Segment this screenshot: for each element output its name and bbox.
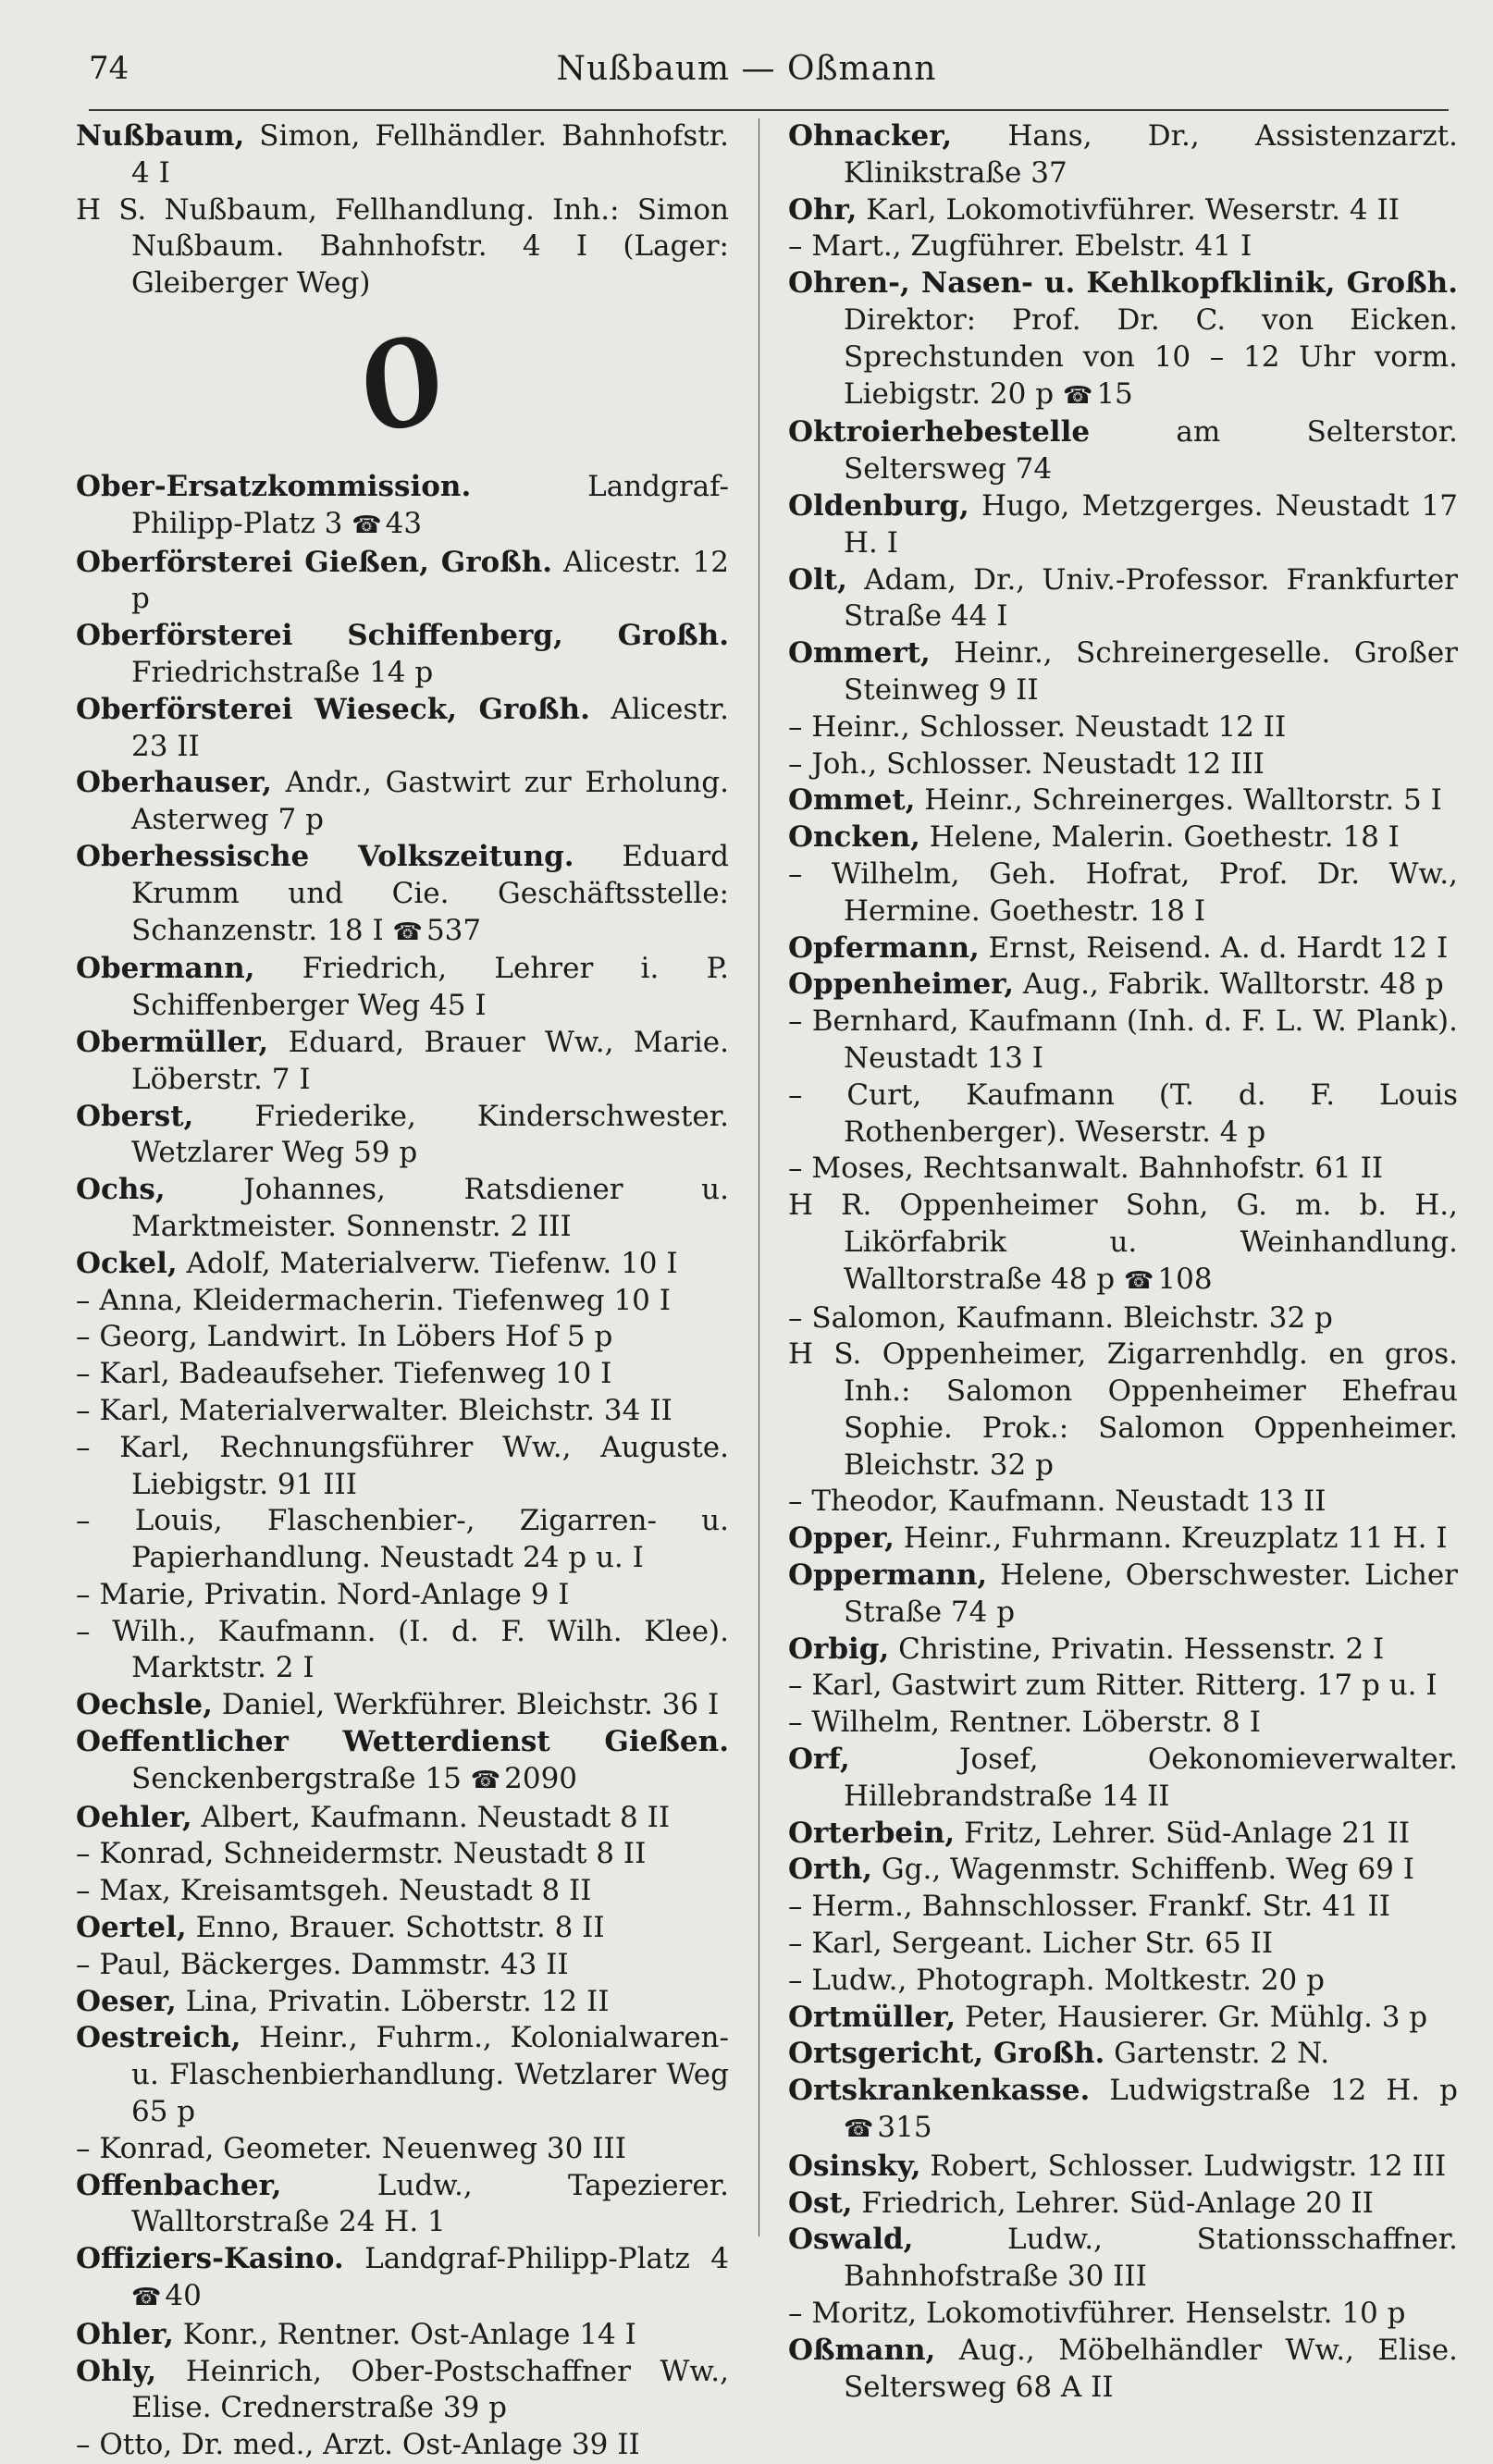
entry-details: – Curt, Kaufmann (T. d. F. Louis Rothenberger). Weserstr. 4 p	[788, 1078, 1458, 1149]
directory-entry	[788, 819, 1458, 856]
directory-entry	[76, 1687, 729, 1724]
entry-details: – Louis, Flaschenbier-, Zigarren- u. Papierhandlung. Neustadt 24 p u. I	[76, 1504, 729, 1575]
entry-name: Obermüller,	[76, 1025, 269, 1059]
entry-name: Oechsle,	[76, 1688, 213, 1722]
entry-name: Oßmann,	[788, 2333, 936, 2367]
entry-details: Daniel, Werkführer. Bleichstr. 36 I	[212, 1688, 720, 1722]
directory-entry	[788, 1816, 1458, 1853]
directory-entry	[76, 2354, 729, 2428]
entry-name: Oktroierhebestelle	[788, 415, 1091, 450]
directory-entry	[76, 1356, 729, 1393]
directory-entry	[788, 2333, 1458, 2407]
entry-details: Adolf, Materialverw. Tiefenw. 10 I	[177, 1246, 678, 1280]
entry-details: Lina, Privatin. Löberstr. 12 II	[176, 1984, 610, 2018]
directory-entry	[76, 118, 729, 192]
entry-details: – Bernhard, Kaufmann (Inh. d. F. L. W. Plank). Neustadt 13 I	[788, 1004, 1458, 1075]
entry-details: – Mart., Zugführer. Ebelstr. 41 I	[788, 229, 1252, 264]
entry-details: Adam, Dr., Univ.-Professor. Frankfurter Straße 44 I	[844, 562, 1458, 634]
entry-name: Ortmüller,	[788, 2000, 956, 2034]
directory-entry	[788, 1705, 1458, 1742]
entry-details: H R. Oppenheimer Sohn, G. m. b. H., Likörfabrik u. Weinhandlung. Walltorstraße 48 p	[788, 1189, 1458, 1296]
directory-entry	[788, 2296, 1458, 2333]
entry-details: Heinr., Schreinerges. Walltorstr. 5 I	[915, 783, 1442, 818]
directory-entry	[788, 1558, 1458, 1632]
directory-entry	[76, 1910, 729, 1947]
entry-name: Oswald,	[788, 2223, 914, 2257]
entry-details: Ernst, Reisend. A. d. Hardt 12 I	[979, 930, 1449, 965]
directory-entry	[788, 1188, 1458, 1300]
entry-details: – Karl, Materialverwalter. Bleichstr. 34 II	[76, 1393, 672, 1427]
directory-entry	[76, 765, 729, 839]
directory-entry	[788, 1484, 1458, 1521]
entry-name: Osinsky,	[788, 2149, 921, 2183]
telephone-icon: ☎	[392, 918, 421, 946]
entry-name: Opper,	[788, 1522, 895, 1556]
running-head: Nußbaum — Oßmann	[556, 50, 937, 88]
entry-name: Oberst,	[76, 1099, 194, 1133]
entry-details: am Selterstor. Seltersweg 74	[844, 415, 1458, 487]
left-column-preamble	[76, 118, 729, 302]
directory-entry	[788, 967, 1458, 1004]
entry-name: Oestreich,	[76, 2021, 241, 2055]
directory-entry	[76, 192, 729, 302]
entry-details: Christine, Privatin. Hessenstr. 2 I	[889, 1632, 1385, 1666]
entry-name: Ohly,	[76, 2354, 157, 2388]
entry-details: Ludw., Stationsschaffner. Bahnhofstraße 30 III	[844, 2223, 1458, 2294]
entry-details: Aug., Fabrik. Walltorstr. 48 p	[1014, 967, 1444, 1002]
directory-entry	[76, 1724, 729, 1800]
entry-details: – Georg, Landwirt. In Löbers Hof 5 p	[76, 1320, 613, 1354]
entry-details: – Theodor, Kaufmann. Neustadt 13 II	[788, 1485, 1326, 1519]
entry-details: – Wilhelm, Geh. Hofrat, Prof. Dr. Ww., Hermine. Goethestr. 18 I	[788, 856, 1458, 928]
entry-name: Orth,	[788, 1853, 872, 1887]
entry-name: Oldenburg,	[788, 488, 969, 523]
entry-details: – Karl, Gastwirt zum Ritter. Ritterg. 17 p u. I	[788, 1669, 1437, 1703]
entry-details: Direktor: Prof. Dr. C. von Eicken. Sprechstunden von 10 – 12 Uhr vorm. Liebigstr. 20 p	[844, 302, 1458, 411]
entry-details: Heinr., Schreinergeselle. Großer Steinweg 9 II	[844, 636, 1458, 707]
directory-entry	[788, 2186, 1458, 2223]
entry-details: H S. Oppenheimer, Zigarrenhdlg. en gros. Inh.: Salomon Oppenheimer Ehefrau Sophie. Prok.: Salomon Oppenheimer. Bleichstr. 32 p	[788, 1337, 1458, 1482]
left-column-entries	[76, 469, 729, 2464]
directory-entry	[76, 2241, 729, 2317]
directory-entry	[788, 1963, 1458, 2000]
entry-details: Eduard, Brauer Ww., Marie. Löberstr. 7 I	[131, 1025, 729, 1096]
entry-details: – Anna, Kleidermacherin. Tiefenweg 10 I	[76, 1283, 672, 1317]
directory-entry	[788, 1889, 1458, 1926]
entry-name: Oeser,	[76, 1984, 177, 2018]
entry-name: Ochs,	[76, 1173, 166, 1207]
directory-entry	[788, 746, 1458, 783]
entry-name: Ober-Ersatzkommission.	[76, 469, 472, 503]
directory-entry	[76, 839, 729, 951]
entry-details: Heinr., Fuhrm., Kolonialwaren- u. Flaschenbierhandlung. Wetzlarer Weg 65 p	[131, 2021, 729, 2129]
entry-details: Senckenbergstraße 15	[131, 1761, 471, 1795]
directory-entry	[76, 1984, 729, 2021]
section-letter: O	[355, 306, 449, 462]
entry-details: Andr., Gastwirt zur Erholung. Asterweg 7 p	[131, 766, 729, 837]
entry-name: Obermann,	[76, 952, 255, 986]
phone-number: 315	[877, 2111, 932, 2145]
directory-entry	[76, 1800, 729, 1837]
entry-name: Offenbacher,	[76, 2168, 282, 2202]
entry-details: – Moritz, Lokomotivführer. Henselstr. 10 p	[788, 2297, 1406, 2331]
entry-details: Aug., Möbelhändler Ww., Elise. Seltersweg 68 A II	[844, 2333, 1458, 2404]
directory-entry	[76, 1283, 729, 1320]
entry-details: Friedrich, Lehrer. Süd-Anlage 20 II	[852, 2186, 1374, 2220]
directory-entry	[788, 782, 1458, 819]
entry-name: Ockel,	[76, 1246, 178, 1280]
entry-details: – Moses, Rechtsanwalt. Bahnhofstr. 61 II	[788, 1152, 1384, 1186]
right-column	[788, 118, 1458, 2406]
entry-details: Albert, Kaufmann. Neustadt 8 II	[191, 1800, 671, 1834]
directory-entry	[788, 1852, 1458, 1889]
directory-entry	[76, 1836, 729, 1873]
directory-entry	[788, 1151, 1458, 1188]
entry-details: Gartenstr. 2 N.	[1104, 2037, 1330, 2071]
directory-entry	[76, 2317, 729, 2354]
directory-entry	[788, 856, 1458, 930]
right-column-entries	[788, 118, 1458, 2406]
entry-details: Johannes, Ratsdiener u. Marktmeister. Sonnenstr. 2 III	[131, 1173, 729, 1243]
directory-entry	[76, 951, 729, 1025]
directory-entry	[788, 2073, 1458, 2149]
entry-details: Robert, Schlosser. Ludwigstr. 12 III	[920, 2149, 1447, 2183]
directory-entry	[788, 1004, 1458, 1078]
entry-details: Heinrich, Ober-Postschaffner Ww., Elise. Crednerstraße 39 p	[131, 2354, 729, 2425]
directory-entry	[76, 692, 729, 766]
entry-details: Hugo, Metzgerges. Neustadt 17 H. I	[844, 488, 1458, 560]
entry-details: Fritz, Lehrer. Süd-Anlage 21 II	[955, 1816, 1411, 1850]
directory-entry	[76, 2427, 729, 2464]
entry-name: Ost,	[788, 2186, 853, 2220]
entry-details: Karl, Lokomotivführer. Weserstr. 4 II	[857, 192, 1400, 227]
entry-name: Nußbaum,	[76, 119, 245, 153]
entry-details: – Marie, Privatin. Nord-Anlage 9 I	[76, 1577, 570, 1611]
directory-entry	[788, 1742, 1458, 1816]
entry-name: Oeffentlicher Wetterdienst Gießen.	[76, 1725, 729, 1759]
entry-name: Ohnacker,	[788, 119, 953, 153]
left-column	[76, 118, 729, 2464]
entry-name: Oberförsterei Gießen, Großh.	[76, 545, 553, 579]
entry-details: Ludw., Tapezierer. Walltorstraße 24 H. 1	[131, 2168, 729, 2239]
telephone-icon: ☎	[1124, 1266, 1153, 1295]
entry-details: – Konrad, Geometer. Neuenweg 30 III	[76, 2131, 626, 2165]
entry-details: – Karl, Rechnungsführer Ww., Auguste. Liebigstr. 91 III	[76, 1430, 729, 1501]
entry-name: Ortskrankenkasse.	[788, 2074, 1091, 2108]
entry-details: Alicestr. 12 p	[131, 545, 729, 616]
directory-entry	[788, 2149, 1458, 2186]
entry-details: – Joh., Schlosser. Neustadt 12 III	[788, 746, 1265, 781]
directory-entry	[76, 1025, 729, 1099]
entry-details: – Wilhelm, Rentner. Löberstr. 8 I	[788, 1706, 1261, 1740]
entry-details: H S. Nußbaum, Fellhandlung. Inh.: Simon Nußbaum. Bahnhofstr. 4 I (Lager: Gleiberger Weg)	[76, 192, 729, 301]
entry-details: Helene, Oberschwester. Licher Straße 74 p	[844, 1558, 1458, 1629]
directory-entry	[788, 265, 1458, 414]
telephone-icon: ☎	[352, 511, 380, 539]
directory-entry	[788, 1926, 1458, 1963]
entry-details: Heinr., Fuhrmann. Kreuzplatz 11 H. I	[894, 1522, 1448, 1556]
directory-entry	[788, 192, 1458, 229]
directory-entry	[76, 1503, 729, 1577]
directory-entry	[788, 228, 1458, 265]
directory-entry	[76, 1614, 729, 1688]
entry-details: Alicestr. 23 II	[131, 692, 729, 763]
directory-entry	[788, 1337, 1458, 1484]
entry-details: – Konrad, Schneidermstr. Neustadt 8 II	[76, 1837, 647, 1871]
directory-entry	[76, 618, 729, 692]
entry-name: Oppermann,	[788, 1558, 988, 1593]
directory-entry	[788, 2222, 1458, 2296]
phone-number: 15	[1096, 376, 1133, 411]
entry-details: Friedrich, Lehrer i. P. Schiffenberger Weg 45 I	[131, 952, 729, 1023]
entry-details: Friedrichstraße 14 p	[131, 655, 434, 689]
entry-details: Simon, Fellhändler. Bahnhofstr. 4 I	[131, 119, 729, 190]
header-rule	[89, 109, 1449, 111]
entry-name: Orf,	[788, 1743, 850, 1777]
directory-entry	[76, 1873, 729, 1910]
entry-name: Oberförsterei Wieseck, Großh.	[76, 692, 590, 726]
directory-entry	[76, 1430, 729, 1504]
directory-entry	[788, 1521, 1458, 1558]
directory-entry	[76, 2131, 729, 2168]
entry-name: Olt,	[788, 562, 847, 597]
entry-name: Ohr,	[788, 192, 858, 227]
entry-name: Oehler,	[76, 1800, 192, 1834]
entry-details: Gg., Wagenmstr. Schiffenb. Weg 69 I	[872, 1853, 1415, 1887]
directory-entry	[788, 1632, 1458, 1669]
entry-details: Konr., Rentner. Ost-Anlage 14 I	[173, 2317, 636, 2351]
telephone-icon: ☎	[1062, 381, 1092, 410]
directory-entry	[76, 1319, 729, 1356]
entry-details: Helene, Malerin. Goethestr. 18 I	[919, 820, 1400, 855]
entry-details: Hans, Dr., Assistenzarzt. Klinikstraße 37	[844, 119, 1458, 190]
entry-details: Peter, Hausierer. Gr. Mühlg. 3 p	[956, 2000, 1428, 2034]
entry-name: Oppenheimer,	[788, 967, 1015, 1002]
entry-name: Ommert,	[788, 636, 931, 671]
entry-details: – Max, Kreisamtsgeh. Neustadt 8 II	[76, 1874, 592, 1908]
directory-entry	[788, 1668, 1458, 1705]
entry-name: Orterbein,	[788, 1816, 956, 1850]
telephone-icon: ☎	[470, 1766, 500, 1794]
page-number: 74	[89, 50, 130, 87]
directory-entry	[76, 1246, 729, 1283]
directory-entry	[788, 488, 1458, 562]
phone-number: 2090	[504, 1761, 578, 1795]
directory-entry	[788, 2000, 1458, 2037]
phone-number: 108	[1157, 1262, 1213, 1296]
entry-details: – Karl, Badeaufseher. Tiefenweg 10 I	[76, 1357, 612, 1391]
directory-entry	[76, 1172, 729, 1246]
directory-entry	[788, 414, 1458, 488]
page-header	[0, 46, 1493, 102]
entry-name: Orbig,	[788, 1632, 890, 1666]
entry-details: Eduard Krumm und Cie. Geschäftsstelle: Schanzenstr. 18 I	[131, 839, 729, 947]
entry-name: Offiziers-Kasino.	[76, 2242, 344, 2276]
entry-details: Josef, Oekonomieverwalter. Hillebrandstraße 14 II	[844, 1743, 1458, 1813]
directory-entry	[76, 2020, 729, 2130]
directory-entry	[788, 562, 1458, 636]
entry-details: Landgraf-Philipp-Platz 3	[131, 469, 729, 540]
entry-name: Oertel,	[76, 1911, 187, 1945]
phone-number: 537	[426, 913, 482, 947]
entry-name: Ortsgericht, Großh.	[788, 2037, 1105, 2071]
directory-entry	[76, 1393, 729, 1430]
entry-details: – Karl, Sergeant. Licher Str. 65 II	[788, 1927, 1274, 1961]
entry-details: Enno, Brauer. Schottstr. 8 II	[186, 1911, 605, 1945]
phone-number: 43	[385, 506, 423, 540]
telephone-icon: ☎	[131, 2284, 160, 2312]
entry-details: – Heinr., Schlosser. Neustadt 12 II	[788, 709, 1287, 744]
directory-entry	[788, 709, 1458, 746]
directory-entry	[788, 930, 1458, 967]
entry-details: – Ludw., Photograph. Moltkestr. 20 p	[788, 1963, 1325, 1997]
entry-name: Oberhessische Volkszeitung.	[76, 839, 574, 873]
entry-details: – Salomon, Kaufmann. Bleichstr. 32 p	[788, 1300, 1333, 1335]
phone-number: 40	[165, 2279, 202, 2313]
directory-entry	[788, 635, 1458, 709]
entry-details: Friederike, Kinderschwester. Wetzlarer Weg 59 p	[131, 1099, 729, 1170]
telephone-icon: ☎	[844, 2115, 872, 2144]
directory-entry	[76, 2168, 729, 2242]
entry-name: Oncken,	[788, 820, 920, 855]
directory-entry	[788, 118, 1458, 192]
directory-entry	[76, 1947, 729, 1984]
directory-entry	[788, 1300, 1458, 1337]
directory-entry	[76, 469, 729, 545]
entry-details: – Herm., Bahnschlosser. Frankf. Str. 41 II	[788, 1890, 1391, 1924]
entry-details: Ludwigstraße 12 H. p	[1090, 2074, 1458, 2108]
entry-name: Opfermann,	[788, 930, 980, 965]
entry-name: Oberförsterei Schiffenberg, Großh.	[76, 619, 729, 653]
directory-entry	[76, 1577, 729, 1614]
entry-details: – Paul, Bäckerges. Dammstr. 43 II	[76, 1947, 569, 1981]
entry-name: Ommet,	[788, 783, 916, 818]
directory-entry	[788, 2036, 1458, 2073]
entry-details: – Wilh., Kaufmann. (I. d. F. Wilh. Klee). Marktstr. 2 I	[76, 1614, 729, 1685]
entry-name: Ohler,	[76, 2317, 174, 2351]
entry-name: Oberhauser,	[76, 766, 272, 800]
directory-entry	[788, 1078, 1458, 1152]
entry-details: – Otto, Dr. med., Arzt. Ost-Anlage 39 II	[76, 2428, 640, 2462]
directory-entry	[76, 1099, 729, 1173]
entry-details: Landgraf-Philipp-Platz 4	[343, 2242, 729, 2276]
directory-entry	[76, 545, 729, 619]
entry-name: Ohren-, Nasen- u. Kehlkopfklinik, Großh.	[788, 266, 1458, 301]
